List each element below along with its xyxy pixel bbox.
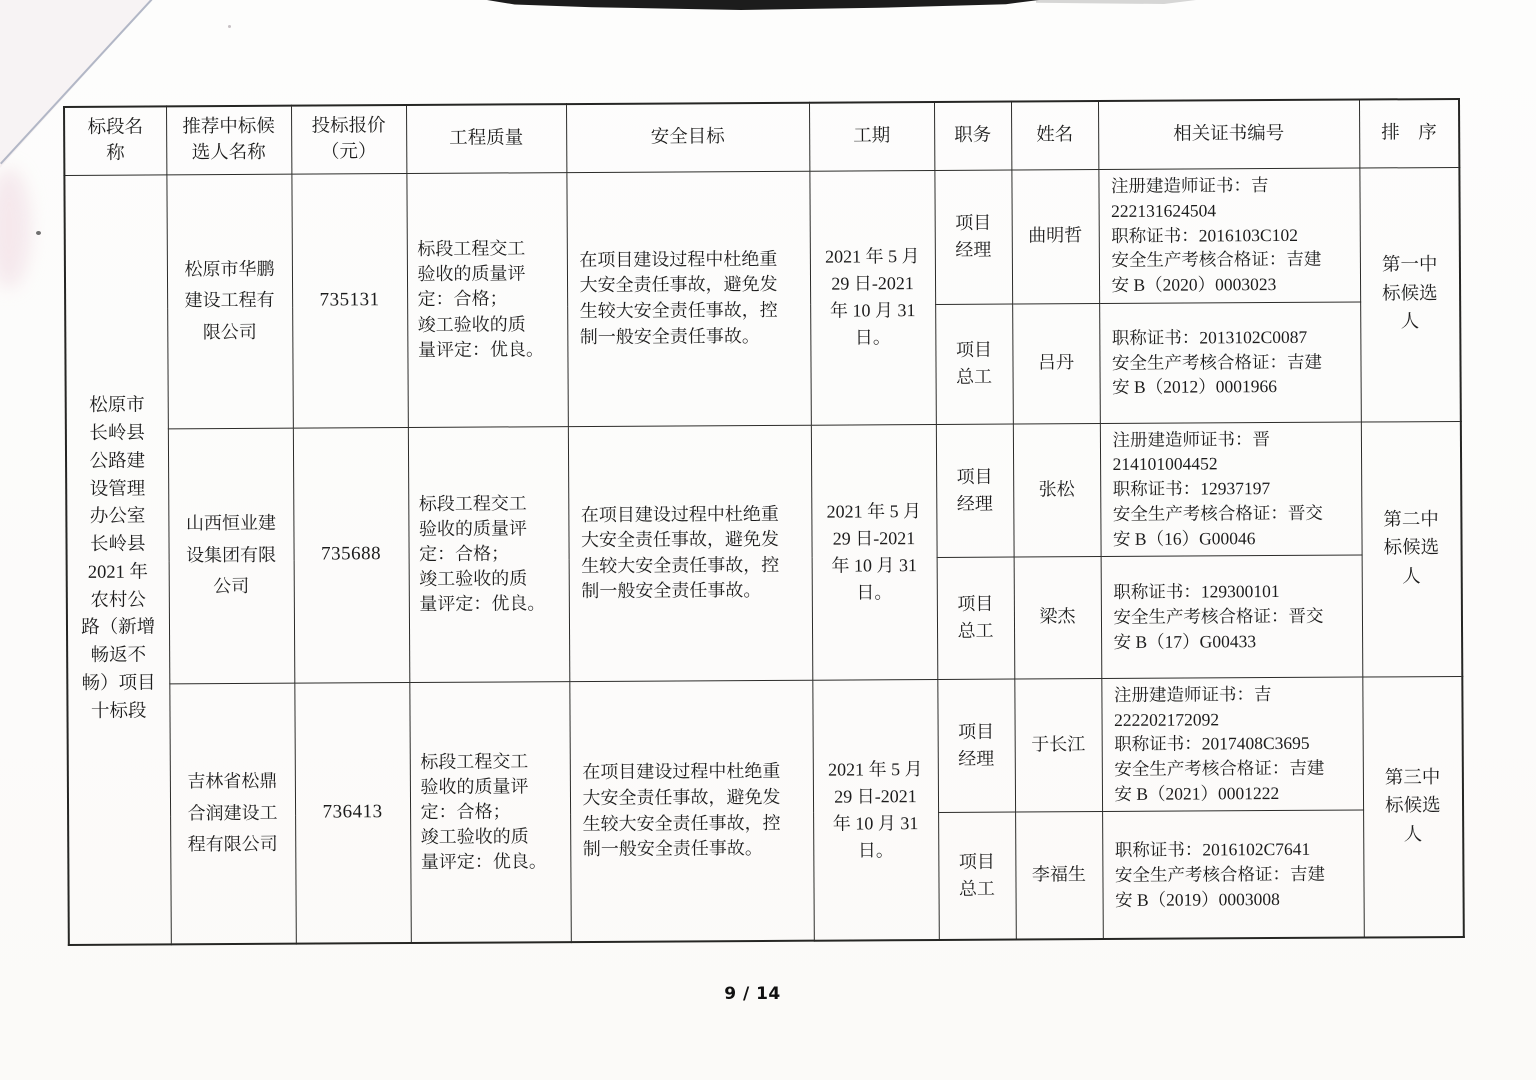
cell-role: 项目 总工 bbox=[937, 557, 1015, 679]
table-row bbox=[66, 421, 1462, 562]
cell-role: 项目 经理 bbox=[937, 679, 1015, 813]
header-section-name: 标段名 称 bbox=[64, 106, 166, 175]
cell-company: 山西恒业建 设集团有限 公司 bbox=[168, 428, 294, 684]
header-bid-price: 投标报价 （元） bbox=[291, 105, 406, 174]
header-period: 工期 bbox=[809, 102, 934, 171]
cell-rank: 第二中 标候选 人 bbox=[1361, 421, 1462, 677]
cell-person-name: 李福生 bbox=[1015, 811, 1103, 939]
cell-quality: 标段工程交工 验收的质量评 定：合格； 竣工验收的质 量评定：优良。 bbox=[408, 426, 569, 682]
cell-rank: 第三中 标候选 人 bbox=[1362, 676, 1464, 938]
scan-speck bbox=[228, 25, 231, 28]
header-candidate-name: 推荐中标候 选人名称 bbox=[166, 106, 291, 175]
page-number: 9 / 14 bbox=[724, 984, 781, 1004]
header-safety-goal: 安全目标 bbox=[566, 103, 809, 172]
cell-role: 项目 总工 bbox=[938, 812, 1016, 940]
cell-role: 项目 经理 bbox=[936, 424, 1014, 558]
header-name: 姓名 bbox=[1011, 101, 1098, 169]
cell-period: 2021 年 5 月 29 日-2021 年 10 月 31 日。 bbox=[811, 424, 937, 680]
table-row bbox=[67, 676, 1463, 817]
header-role: 职务 bbox=[934, 102, 1011, 170]
cell-quality: 标段工程交工 验收的质量评 定：合格； 竣工验收的质 量评定：优良。 bbox=[406, 172, 567, 427]
cell-certificates: 注册建造师证书：吉 222202172092 职称证书：2017408C3695 安全生产考核合格证：吉建 安 B（2021）0001222 bbox=[1101, 677, 1363, 812]
header-quality: 工程质量 bbox=[406, 104, 566, 173]
cell-bid-price: 735131 bbox=[291, 173, 407, 428]
cell-rank: 第一中 标候选 人 bbox=[1359, 167, 1460, 422]
cell-bid-price: 736413 bbox=[294, 682, 411, 944]
scan-pink-streak bbox=[0, 168, 30, 288]
cell-certificates: 职称证书：129300101 安全生产考核合格证：晋交 安 B（17）G00433 bbox=[1101, 555, 1363, 679]
cell-person-name: 曲明哲 bbox=[1011, 169, 1099, 303]
cell-certificates: 注册建造师证书：晋 214101004452 职称证书：12937197 安全生产考核合格证：晋交 安 B（16）G00046 bbox=[1100, 422, 1362, 557]
header-rank: 排 序 bbox=[1359, 99, 1459, 168]
cell-certificates: 职称证书：2013102C0087 安全生产考核合格证：吉建 安 B（2012）0001966 bbox=[1099, 302, 1361, 424]
cell-person-name: 于长江 bbox=[1014, 678, 1102, 812]
header-certificates: 相关证书编号 bbox=[1098, 100, 1359, 170]
cell-certificates: 注册建造师证书：吉 222131624504 职称证书：2016103C102 安全生产考核合格证：吉建 安 B（2020）0003023 bbox=[1098, 168, 1360, 304]
table-row bbox=[64, 167, 1460, 309]
bid-result-table bbox=[63, 98, 1465, 946]
cell-person-name: 吕丹 bbox=[1012, 303, 1100, 423]
cell-quality: 标段工程交工 验收的质量评 定：合格； 竣工验收的质 量评定：优良。 bbox=[409, 681, 571, 943]
cell-role: 项目 经理 bbox=[934, 170, 1012, 304]
cell-certificates: 职称证书：2016102C7641 安全生产考核合格证：吉建 安 B（2019）0003008 bbox=[1102, 810, 1364, 940]
scan-top-edge-smudge-faint bbox=[1036, 0, 1196, 4]
cell-bid-price: 735688 bbox=[293, 427, 409, 683]
cell-safety-goal: 在项目建设过程中杜绝重 大安全责任事故，避免发 生较大安全责任事故，控 制一般安全责任事故。 bbox=[568, 425, 812, 682]
scan-speck bbox=[36, 231, 41, 235]
cell-period: 2021 年 5 月 29 日-2021 年 10 月 31 日。 bbox=[809, 170, 935, 425]
cell-company: 吉林省松鼎 合润建设工 程有限公司 bbox=[169, 683, 296, 945]
cell-person-name: 张松 bbox=[1013, 423, 1101, 557]
cell-safety-goal: 在项目建设过程中杜绝重 大安全责任事故，避免发 生较大安全责任事故，控 制一般安全责任事故。 bbox=[569, 680, 814, 943]
cell-role: 项目 总工 bbox=[935, 304, 1013, 424]
bid-result-table-wrap bbox=[63, 98, 1465, 946]
scan-top-edge-smudge bbox=[487, 0, 1039, 10]
cell-section-name: 松原市 长岭县 公路建 设管理 办公室 长岭县 2021 年 农村公 路（新增 畅返不 畅）项目 十标段 bbox=[64, 174, 170, 945]
cell-company: 松原市华鹏 建设工程有 限公司 bbox=[166, 174, 292, 429]
cell-period: 2021 年 5 月 29 日-2021 年 10 月 31 日。 bbox=[812, 679, 939, 941]
table-header-row bbox=[64, 99, 1459, 175]
cell-person-name: 梁杰 bbox=[1014, 556, 1102, 678]
cell-safety-goal: 在项目建设过程中杜绝重 大安全责任事故，避免发 生较大安全责任事故，控 制一般安全责任事故。 bbox=[566, 171, 810, 426]
